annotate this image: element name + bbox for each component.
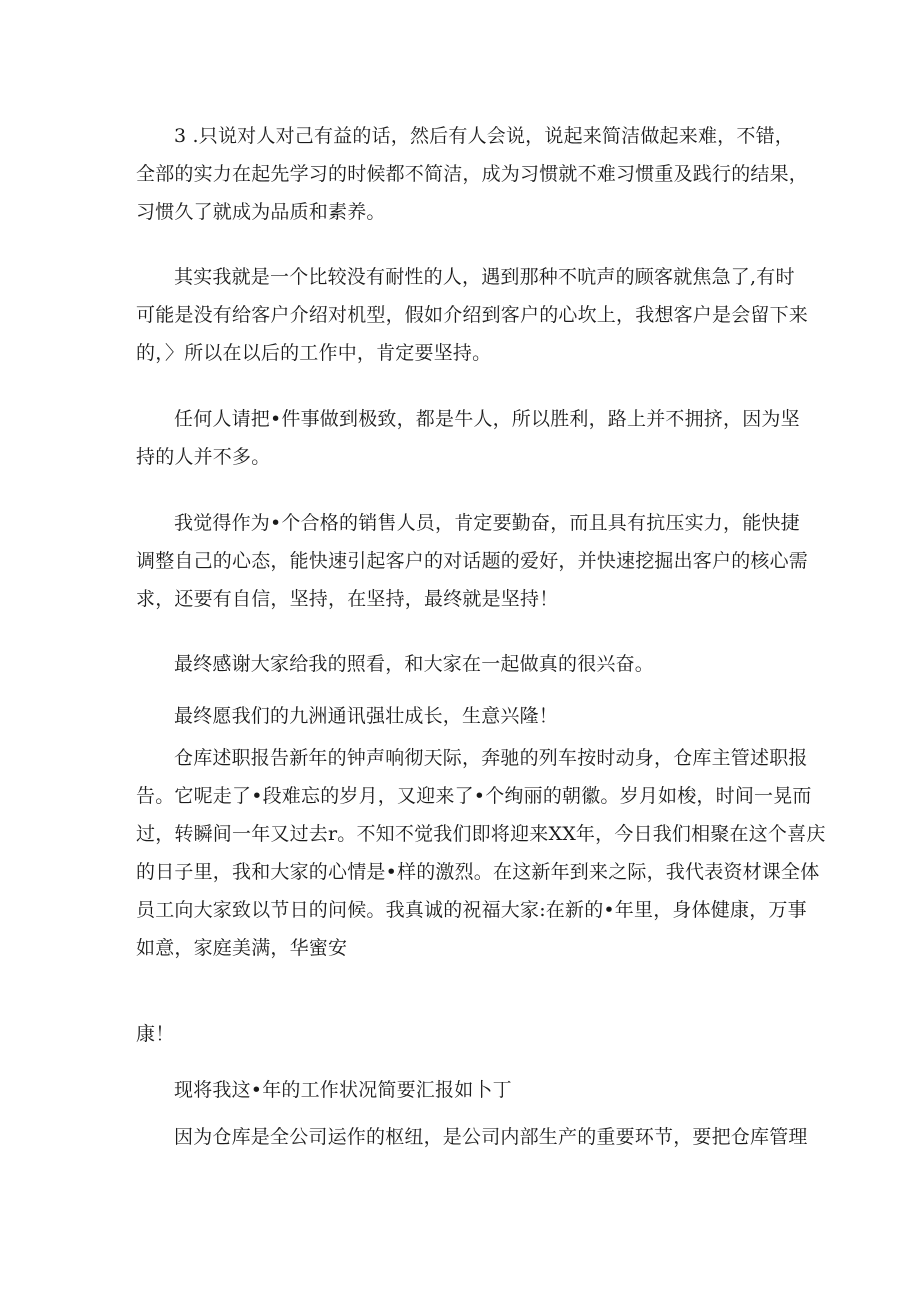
paragraph-line: 员工向大家致以节日的问候。我真诚的祝福大家:在新的•年里，身体健康，万事 (136, 899, 807, 921)
paragraph-line: 任何人请把•件事做到极致，都是牛人，所以胜利，路上并不拥挤，因为坚 (174, 408, 800, 430)
paragraph-5 (136, 645, 791, 683)
paragraph-line: 可能是没有给客户介绍对机型，假如介绍到客户的心坎上，我想客户是会留下来 (136, 304, 809, 326)
paragraph-line: 我觉得作为•个合格的销售人员，肯定要勤奋，而且具有抗压实力，能快捷 (174, 512, 800, 534)
paragraph-line: 3 .只说对人对己有益的话，然后有人会说，说起来简洁做起来难，不错， (174, 125, 794, 147)
paragraph-line: 的日子里，我和大家的心情是•样的激烈。在这新年到来之际，我代表资材课全体 (136, 861, 820, 883)
paragraph-line: 因为仓库是全公司运作的枢纽，是公司内部生产的重要环节，要把仓库管理 (174, 1126, 808, 1148)
paragraph-7 (136, 739, 826, 967)
paragraph-line: 如意，家庭美满，华蜜安 (136, 937, 348, 959)
paragraph-1 (136, 117, 809, 231)
paragraph-line: 仓库述职报告新年的钟声响彻天际，奔驰的列车按时动身，仓库主管述职报 (174, 747, 808, 769)
paragraph-line: 持的人并不多。 (136, 446, 271, 468)
paragraph-2 (136, 258, 809, 372)
paragraph-line: 其实我就是一个比较没有耐性的人，遇到那种不吭声的顾客就焦急了,有时 (174, 266, 795, 288)
paragraph-line: 最终愿我们的九洲通讯强壮成长，生意兴隆！ (174, 705, 559, 727)
paragraph-line: 康！ (136, 1023, 175, 1045)
paragraph-line: 全部的实力在起先学习的时候都不简洁，成为习惯就不难习惯重及践行的结果， (136, 163, 809, 185)
paragraph-8 (136, 1015, 791, 1053)
paragraph-line: 调整自己的心态，能快速引起客户的对话题的爱好，并快速挖掘出客户的核心需 (136, 550, 809, 572)
paragraph-line: 求，还要有自信，坚持，在坚持，最终就是坚持！ (136, 588, 559, 610)
paragraph-line: 最终感谢大家给我的照看，和大家在一起做真的很兴奋。 (174, 653, 655, 675)
paragraph-9 (136, 1071, 791, 1109)
paragraph-line: 现将我这•年的工作状况简要汇报如卜丁 (174, 1079, 512, 1101)
paragraph-10 (136, 1118, 808, 1156)
paragraph-3 (136, 400, 800, 476)
paragraph-4 (136, 504, 809, 618)
paragraph-line: 的，〉所以在以后的工作中，肯定要坚持。 (136, 342, 492, 364)
paragraph-6 (136, 697, 791, 735)
paragraph-line: 习惯久了就成为品质和素养。 (136, 201, 386, 223)
paragraph-line: 过，转瞬间一年又过去r。不知不觉我们即将迎来XX年，今日我们相聚在这个喜庆 (136, 823, 826, 845)
paragraph-line: 告。它呢走了•段难忘的岁月，又迎来了•个绚丽的朝徽。岁月如梭，时间一晃而 (136, 785, 812, 807)
